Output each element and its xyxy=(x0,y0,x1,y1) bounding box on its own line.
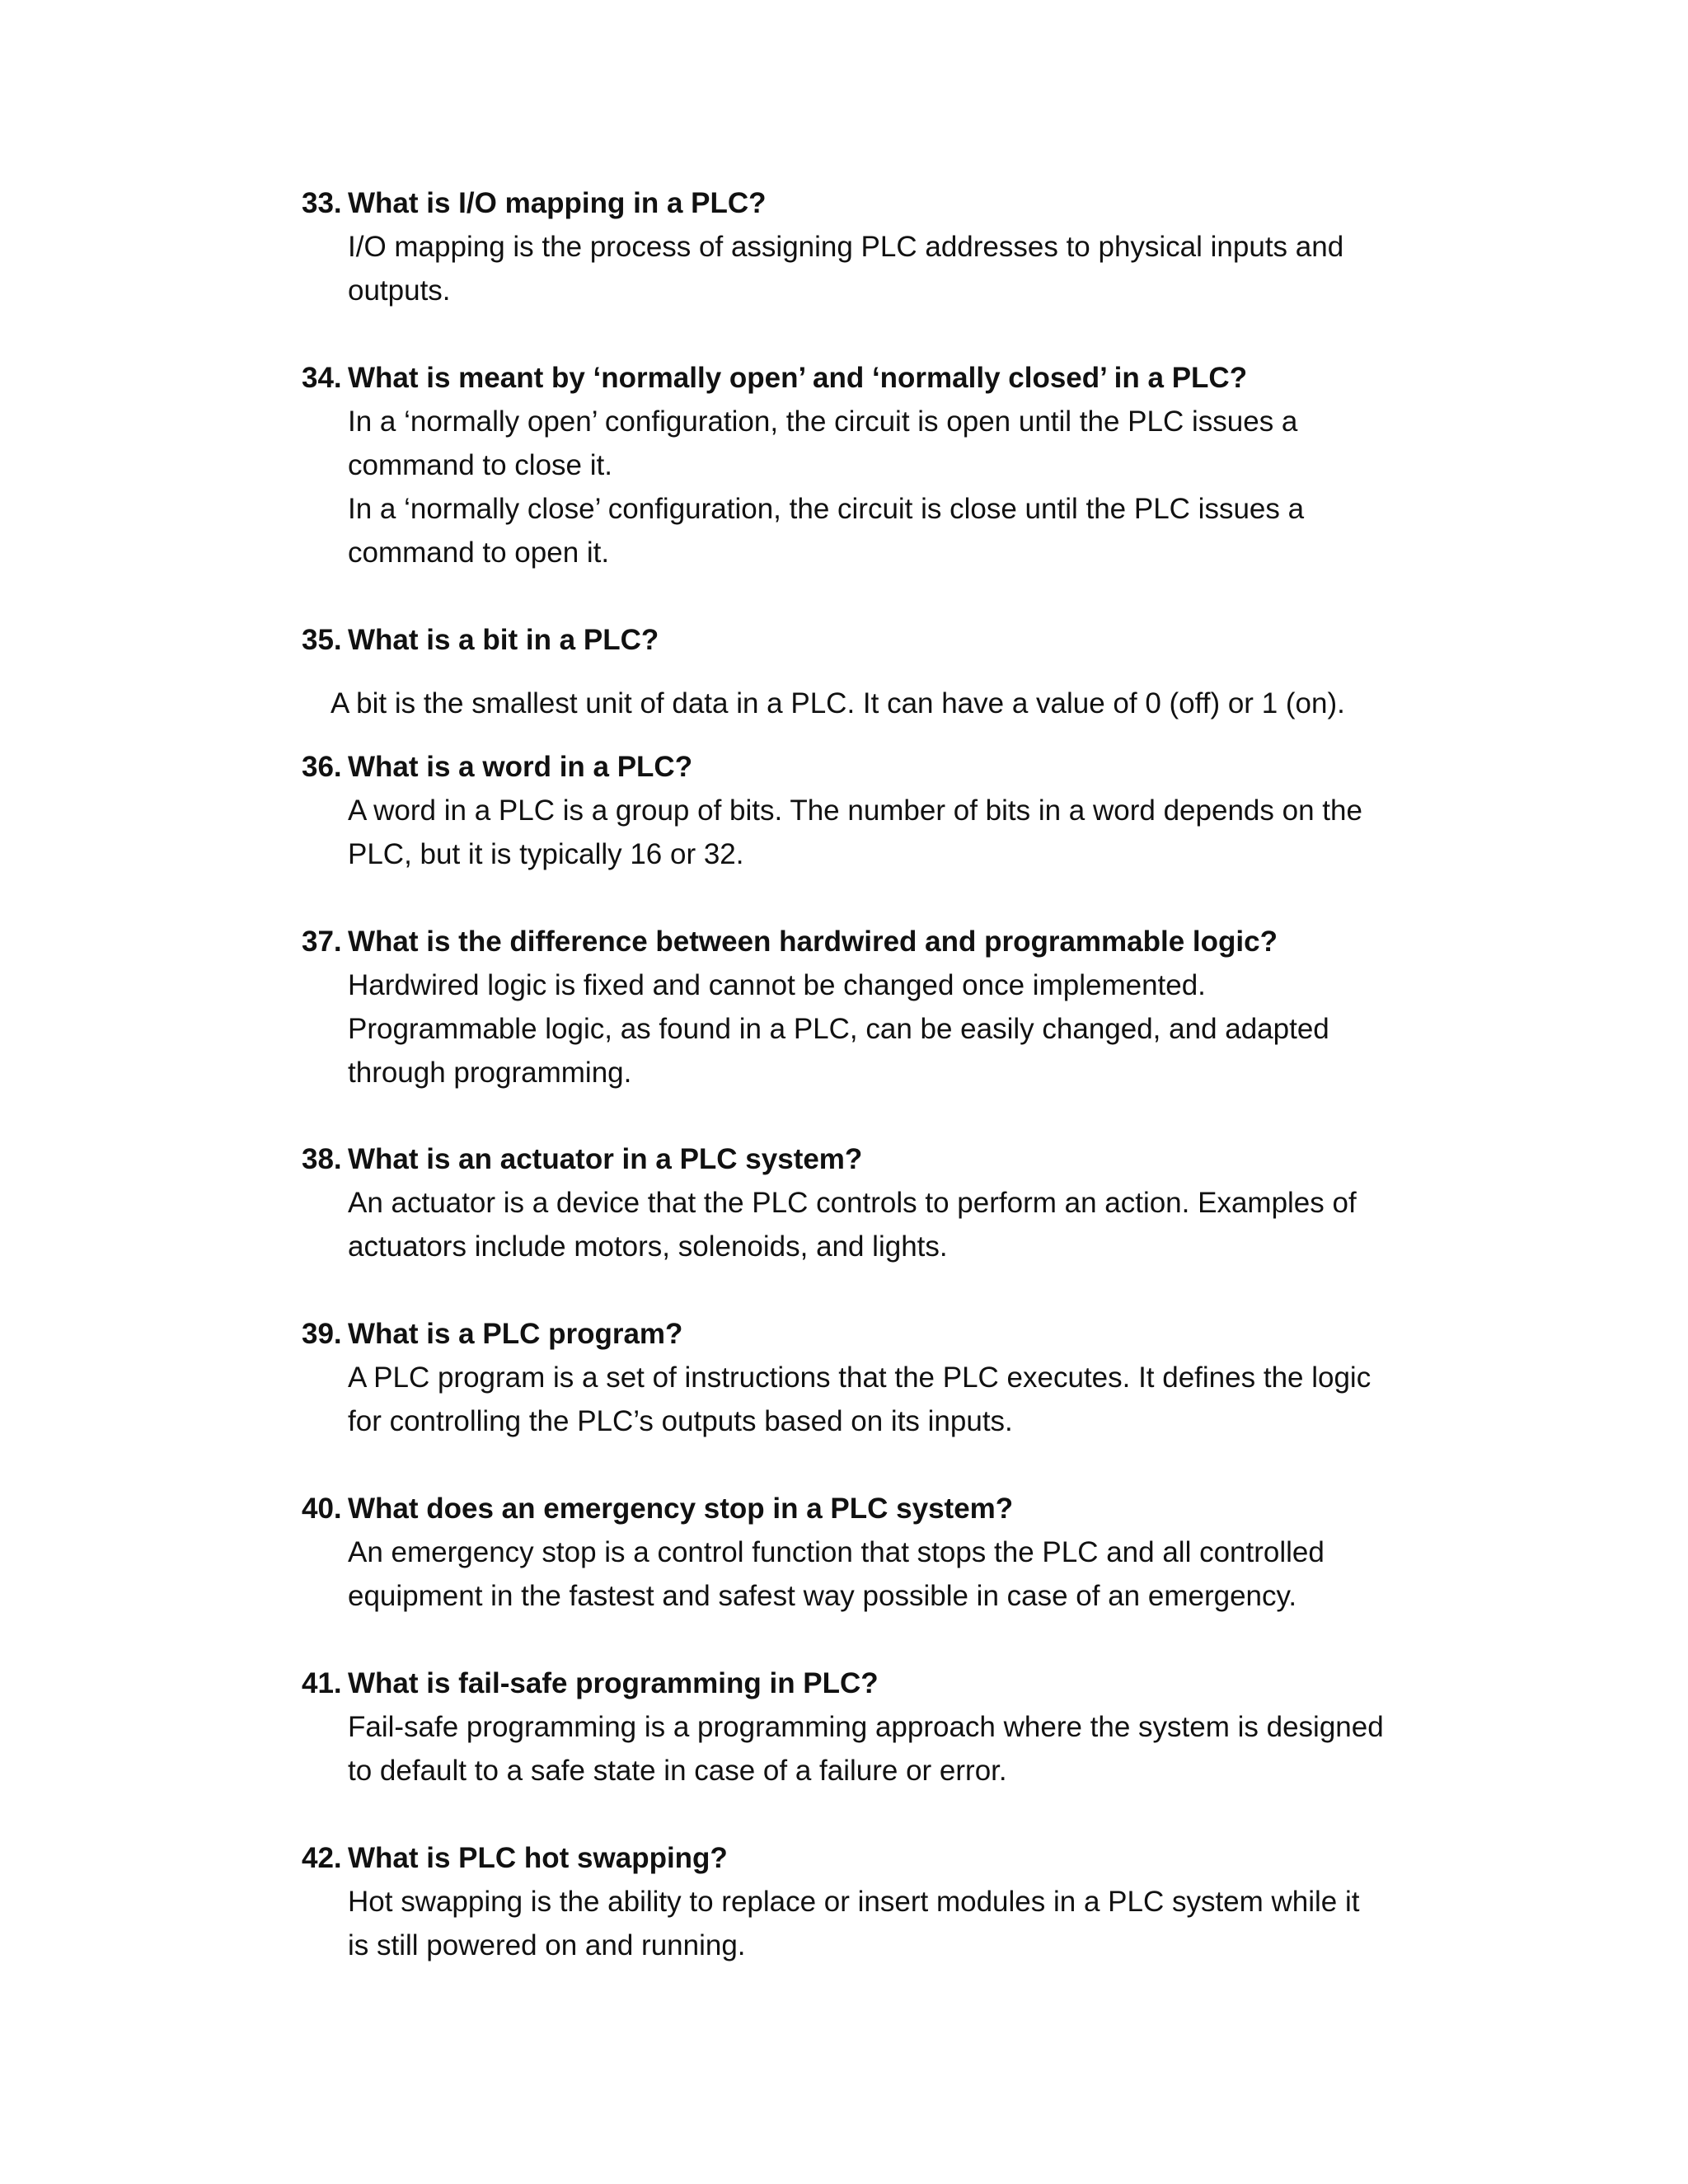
answer-line: PLC, but it is typically 16 or 32. xyxy=(348,838,744,870)
answer-line: Programmable logic, as found in a PLC, can be easily changed, and adapted xyxy=(348,1013,1329,1045)
answer-line: An emergency stop is a control function that stops the PLC and all controlled xyxy=(348,1536,1325,1568)
question-text: What is a word in a PLC? xyxy=(348,751,693,783)
answer-text xyxy=(331,682,1345,725)
question-number: 42. xyxy=(302,1842,342,1874)
question-heading xyxy=(302,1661,1423,1705)
question-text: What is the difference between hardwired and programmable logic? xyxy=(348,926,1278,958)
answer-line: An actuator is a device that the PLC controls to perform an action. Examples of xyxy=(348,1187,1357,1219)
question-heading xyxy=(302,1836,1423,1880)
answer-line: outputs. xyxy=(348,274,451,307)
answer-line: I/O mapping is the process of assigning PLC addresses to physical inputs and xyxy=(348,231,1344,263)
answer-text xyxy=(302,400,1423,574)
qa-item-40 xyxy=(302,1487,1423,1618)
question-number: 36. xyxy=(302,751,342,783)
qa-item-41 xyxy=(302,1661,1423,1793)
answer-line: In a ‘normally open’ configuration, the circuit is open until the PLC issues a xyxy=(348,405,1298,438)
question-heading xyxy=(302,1137,1423,1181)
question-text: What is PLC hot swapping? xyxy=(348,1842,728,1874)
question-text: What is a bit in a PLC? xyxy=(348,624,659,656)
answer-line: is still powered on and running. xyxy=(348,1929,746,1961)
question-text: What is a PLC program? xyxy=(348,1318,683,1350)
answer-line: through programming. xyxy=(348,1057,632,1089)
qa-item-37 xyxy=(302,920,1423,1094)
question-number: 39. xyxy=(302,1318,342,1350)
question-text: What is meant by ‘normally open’ and ‘normally closed’ in a PLC? xyxy=(348,362,1248,394)
question-number: 33. xyxy=(302,187,342,219)
answer-text xyxy=(302,789,1423,876)
answer-line: Hot swapping is the ability to replace or insert modules in a PLC system while it xyxy=(348,1886,1360,1918)
answer-line: Fail-safe programming is a programming approach where the system is designed xyxy=(348,1711,1384,1743)
question-heading xyxy=(302,1312,1423,1356)
qa-item-38 xyxy=(302,1137,1423,1268)
question-number: 34. xyxy=(302,362,342,394)
qa-item-42 xyxy=(302,1836,1423,1967)
question-number: 38. xyxy=(302,1143,342,1175)
question-heading xyxy=(302,745,1423,789)
question-text: What does an emergency stop in a PLC system? xyxy=(348,1493,1014,1525)
qa-item-39 xyxy=(302,1312,1423,1443)
answer-line: actuators include motors, solenoids, and lights. xyxy=(348,1230,948,1263)
answer-line: Hardwired logic is fixed and cannot be changed once implemented. xyxy=(348,969,1206,1001)
answer-text xyxy=(302,1880,1423,1967)
question-heading xyxy=(302,181,1423,225)
answer-line: command to close it. xyxy=(348,449,612,481)
answer-line: A bit is the smallest unit of data in a PLC. It can have a value of 0 (off) or 1 (on). xyxy=(331,687,1345,719)
answer-text xyxy=(302,225,1423,312)
question-heading xyxy=(302,618,1423,662)
question-number: 35. xyxy=(302,624,342,656)
answer-line: In a ‘normally close’ configuration, the circuit is close until the PLC issues a xyxy=(348,493,1305,525)
qa-item-35 xyxy=(302,618,1423,662)
answer-text xyxy=(302,1705,1423,1793)
question-heading xyxy=(302,920,1423,963)
qa-item-36 xyxy=(302,745,1423,876)
qa-item-33 xyxy=(302,181,1423,312)
answer-text xyxy=(302,1356,1423,1443)
question-number: 37. xyxy=(302,926,342,958)
question-heading xyxy=(302,356,1423,400)
question-number: 40. xyxy=(302,1493,342,1525)
answer-line: equipment in the fastest and safest way possible in case of an emergency. xyxy=(348,1580,1297,1612)
answer-text xyxy=(302,1530,1423,1618)
answer-line: for controlling the PLC’s outputs based on its inputs. xyxy=(348,1405,1013,1437)
answer-text xyxy=(302,963,1423,1094)
answer-line: to default to a safe state in case of a failure or error. xyxy=(348,1755,1007,1787)
question-text: What is I/O mapping in a PLC? xyxy=(348,187,767,219)
answer-line: A word in a PLC is a group of bits. The number of bits in a word depends on the xyxy=(348,794,1362,827)
answer-text xyxy=(302,1181,1423,1268)
answer-line: command to open it. xyxy=(348,537,610,569)
question-text: What is fail-safe programming in PLC? xyxy=(348,1667,879,1699)
answer-line: A PLC program is a set of instructions that the PLC executes. It defines the logic xyxy=(348,1361,1372,1394)
qa-item-34 xyxy=(302,356,1423,574)
question-text: What is an actuator in a PLC system? xyxy=(348,1143,863,1175)
question-number: 41. xyxy=(302,1667,342,1699)
question-heading xyxy=(302,1487,1423,1530)
